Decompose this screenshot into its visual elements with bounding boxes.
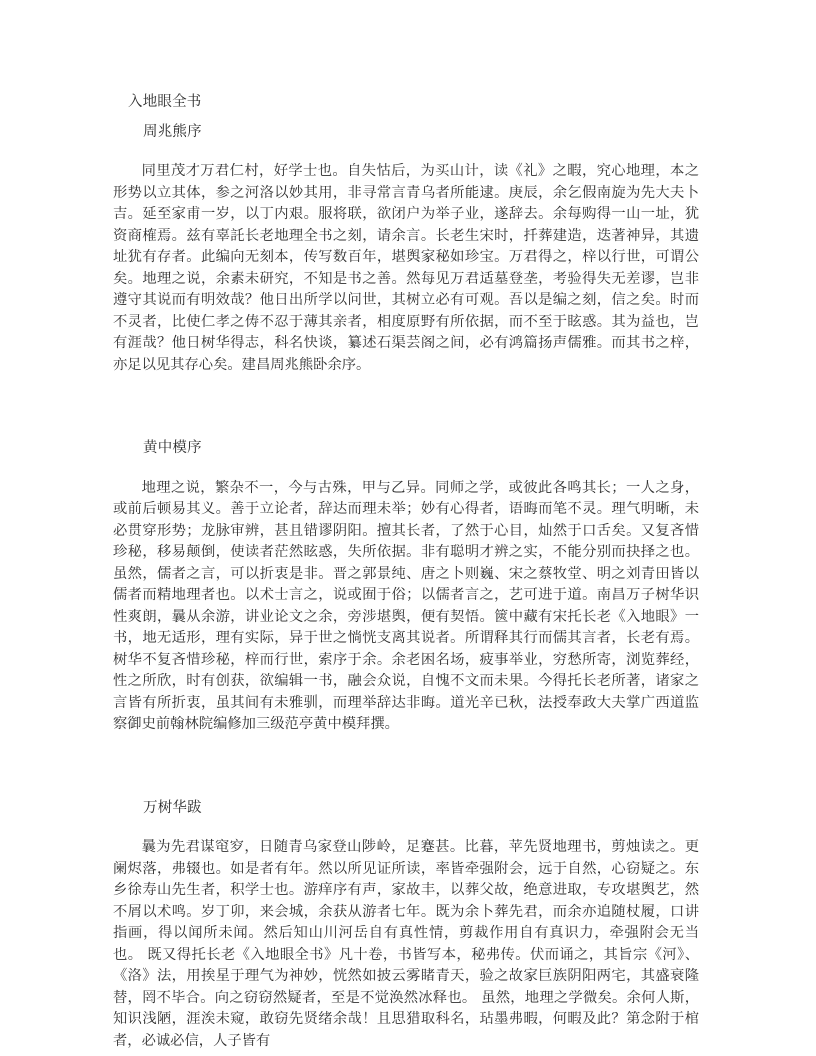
section-heading: 万树华跋 — [143, 799, 202, 816]
section-zhou-zhaoxiong-preface — [113, 122, 699, 377]
spacer — [113, 460, 699, 478]
section-huang-zhongmo-preface — [113, 438, 699, 736]
document-content — [113, 92, 699, 1052]
spacer — [113, 143, 699, 161]
section-body: 曩为先君谋窀穸，日随青乌家登山陟岭，足蹇甚。比暮，苹先贤地理书，剪烛读之。更阑烬落，弗辍也。如是者有年。然以所见证所读，率皆牵强附会，远于自然，心窃疑之。东乡徐寿山先生者，积学士也。游痒序有声，家故丰，以葬父故，绝意进取，专攻堪舆艺，然不屑以术鸣。岁丁卯，来会城，余获从游者七年。既为余卜葬先君，而余亦追随杖履，口讲指画，得以闻所未闻。然后知山川河岳自有真性情，剪裁作用自有真识力，牵强附会无当也。 既又得托长老《入地眼全书》凡十卷，书皆写本，秘弗传。伏而诵之，其旨宗《河》、《洛》法，用挨星于理气为神妙，恍然如披云雾睹青天，验之故家巨族阴阳两宅，其盛衰隆替，罔不毕合。向之窃窃然疑者，至是不觉涣然冰释也。 虽然，地理之学微矣。余何人斯，知识浅陋，涯涘未窥，敢窃先贤绪余哉！且思猎取科名，玷墨弗暇，何暇及此？第念附于棺者，必诚必信，人子皆有 — [113, 839, 699, 1049]
section-body: 同里茂才万君仁村，好学士也。自失怙后，为买山计，读《礼》之暇，究心地理，本之形势以立其体，参之河洛以妙其用，非寻常言青乌者所能逮。庚辰，余乞假南旋为先大夫卜吉。延至家甫一岁，以丁内艰。服将联，欲闭户为举子业，遂辞去。余每购得一山一址，犹资商榷焉。兹有辜託长老地理全书之刻，请余言。长老生宋时，扦葬建造，迭著神异，其遗址犹有存者。此编向无刻本，传写数百年，堪舆家秘如珍宝。万君得之，梓以行世，可谓公矣。地理之说，余素未研究，不知是书之善。然每见万君适墓登垄，考验得失无差谬，岂非遵守其说而有明效哉？他日出所学以问世，其树立必有可观。吾以是编之刻，信之矣。时而不灵者，比使仁孝之俦不忍于薄其亲者，相度原野有所依据，而不至于眩惑。其为益也，岂有涯哉？他日树华得志，科名快谈，纂述石渠芸阁之间，必有鸿篇扬声儒雅。而其书之梓，亦足以见其存心矣。建昌周兆熊卧余序。 — [113, 163, 699, 373]
spacer — [113, 376, 699, 438]
section-heading: 周兆熊序 — [143, 123, 202, 140]
spacer — [113, 819, 699, 837]
spacer — [113, 736, 699, 798]
section-wan-shuhua-postscript — [113, 798, 699, 1053]
section-heading: 黄中模序 — [143, 440, 202, 456]
section-body: 地理之说，繁杂不一，今与古殊，甲与乙异。同师之学，或彼此各鸣其长；一人之身，或前后顿易其义。善于立论者，辞达而理未举；妙有心得者，语晦而笔不灵。理气明晰，未必贯穿形势；龙脉审辨，甚且错谬阴阳。擅其长者，了然于心目，灿然于口舌矣。又复吝惜珍秘，移易颠倒，使读者茫然眩惑，失所依据。非有聪明才辨之实，不能分别而抉择之也。 虽然，儒者之言，可以折衷是非。晋之郭景纯、唐之卜则巍、宋之蔡牧堂、明之刘青田皆以儒者而精地理者也。以术士言之，说或囿于俗；以儒者言之，艺可进于道。南昌万子树华识性爽朗，曩从余游，讲业论文之余，旁涉堪舆，便有契悟。篋中藏有宋托长老《入地眼》一书，地无适形，理有实际，异于世之惝恍支离其说者。所谓释其行而儒其言者，长老有焉。树华不复吝惜珍秘，梓而行世，索序于余。余老困名场，疲事举业，穷愁所寄，浏览葬经，性之所欣，时有创获，欲编辑一书，融会众说，自愧不文而未果。今得托长老所著，诸家之言皆有所折衷，虽其间有未雅驯，而理举辞达非晦。道光辛已秋，法授奉政大夫掌广西道监察御史前翰林院编修加三级范亭黄中模拜撰。 — [113, 479, 699, 732]
document-title: 入地眼全书 — [128, 94, 202, 110]
